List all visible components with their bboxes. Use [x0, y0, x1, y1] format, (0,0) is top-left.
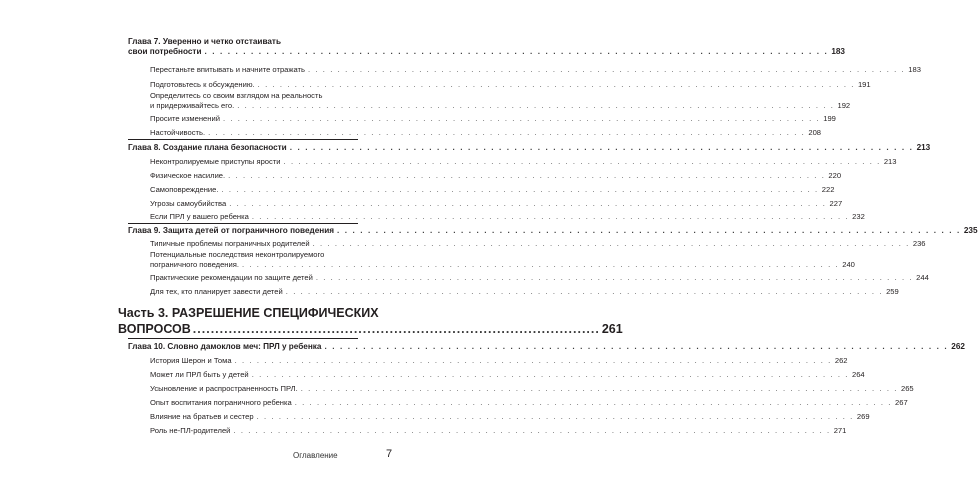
toc-item[interactable]	[150, 157, 897, 166]
dot-leader	[242, 260, 839, 269]
dot-leader	[208, 128, 805, 137]
dot-leader	[257, 412, 854, 421]
dot-leader	[204, 47, 828, 56]
toc-item-page: 232	[852, 212, 865, 221]
chapter-9-entry[interactable]	[128, 226, 978, 235]
chapter-8-page: 213	[916, 143, 931, 152]
dot-leader	[235, 356, 832, 365]
toc-item-page: 183	[908, 65, 921, 74]
part-3-title-line2: ВОПРОСОВ	[118, 322, 191, 336]
toc-item-text: Просите изменений	[150, 114, 220, 123]
toc-item-text: Настойчивость.	[150, 128, 206, 137]
toc-item[interactable]	[150, 65, 921, 74]
toc-item-text: Если ПРЛ у вашего ребенка	[150, 212, 249, 221]
dot-leader	[223, 114, 820, 123]
toc-item-text: Самоповреждение.	[150, 185, 219, 194]
part-3-entry[interactable]	[118, 322, 623, 336]
toc-item[interactable]	[150, 370, 865, 379]
toc-item[interactable]	[150, 171, 842, 180]
toc-item-page: 262	[834, 356, 848, 365]
dot-leader	[316, 273, 913, 282]
divider	[128, 338, 358, 339]
chapter-10-title: Глава 10. Словно дамоклов меч: ПРЛ у ребенка	[128, 342, 322, 351]
part-3-title-line1: Часть 3. РАЗРЕШЕНИЕ СПЕЦИФИЧЕСКИХ	[118, 306, 379, 320]
dot-leader	[324, 342, 948, 351]
dot-leader	[252, 370, 849, 379]
toc-item-text: Роль не-ПЛ-родителей	[150, 426, 231, 435]
toc-item-page: 267	[895, 398, 908, 407]
toc-item[interactable]	[150, 199, 843, 208]
toc-item-text-line1: Потенциальные последствия неконтролируемого	[150, 250, 325, 259]
toc-item[interactable]	[150, 356, 848, 365]
dot-leader	[221, 185, 818, 194]
toc-item-text: История Шерон и Тома	[150, 356, 232, 365]
toc-item-text: Угрозы самоубийства	[150, 199, 227, 208]
toc-item-text: Подготовьтесь к обсуждению.	[150, 80, 255, 89]
toc-item-text: Опыт воспитания пограничного ребенка	[150, 398, 292, 407]
toc-item[interactable]	[150, 398, 908, 407]
toc-item[interactable]	[150, 239, 926, 248]
toc-item-page: 222	[821, 185, 835, 194]
toc-item-page: 227	[829, 199, 843, 208]
toc-item-text: Неконтролируемые приступы ярости	[150, 157, 281, 166]
toc-item-page: 264	[851, 370, 865, 379]
toc-item[interactable]	[150, 185, 835, 194]
page-number: 7	[386, 448, 393, 460]
toc-item-page: 271	[833, 426, 847, 435]
toc-item-page: 269	[856, 412, 870, 421]
dot-leader	[237, 101, 834, 110]
toc-item[interactable]	[150, 426, 847, 435]
chapter-9-page: 235	[963, 226, 978, 235]
toc-item-page: 208	[808, 128, 822, 137]
toc-item[interactable]	[150, 260, 855, 269]
toc-item[interactable]	[150, 384, 914, 393]
divider	[128, 223, 358, 224]
toc-item-text: и придерживайтесь его.	[150, 101, 235, 110]
toc-item-page: 244	[916, 273, 929, 282]
dot-leader	[228, 171, 825, 180]
toc-item-text: пограничного поведения.	[150, 260, 239, 269]
dot-leader	[301, 384, 898, 393]
chapter-7-title-line1: Глава 7. Уверенно и четко отстаивать	[128, 37, 281, 46]
chapter-7-page: 183	[831, 47, 845, 56]
toc-item-text: Для тех, кто планирует завести детей	[150, 287, 283, 296]
toc-item-text: Перестаньте впитывать и начните отражать	[150, 65, 305, 74]
toc-item-text: Типичные проблемы пограничных родителей	[150, 239, 310, 248]
dot-leader	[258, 80, 855, 89]
chapter-8-entry[interactable]	[128, 143, 931, 152]
chapter-7-title-line2: свои потребности	[128, 47, 202, 56]
dot-leader	[252, 212, 849, 221]
dot-leader	[290, 143, 914, 152]
toc-item-page: 265	[900, 384, 914, 393]
chapter-8-title: Глава 8. Создание плана безопасности	[128, 143, 287, 152]
toc-item-page: 213	[883, 157, 897, 166]
toc-item-text: Физическое насилие.	[150, 171, 226, 180]
divider	[128, 139, 358, 140]
toc-item-text-line1: Определитесь со своим взглядом на реальность	[150, 91, 323, 100]
toc-item[interactable]	[150, 287, 899, 296]
part-3-page: 261	[601, 322, 623, 336]
chapter-7-entry[interactable]	[128, 47, 845, 56]
toc-item-page: 236	[912, 239, 926, 248]
toc-item-page: 199	[823, 114, 836, 123]
chapter-10-page: 262	[951, 342, 965, 351]
toc-item[interactable]	[150, 101, 851, 110]
toc-item-page: 191	[857, 80, 871, 89]
toc-item-text: Может ли ПРЛ быть у детей	[150, 370, 249, 379]
dot-leader	[233, 426, 830, 435]
chapter-10-entry[interactable]	[128, 342, 965, 351]
dot-leader	[286, 287, 883, 296]
toc-item-page: 192	[837, 101, 851, 110]
dot-leader	[284, 157, 881, 166]
toc-item[interactable]	[150, 114, 836, 123]
dot-leader	[193, 322, 600, 336]
dot-leader	[295, 398, 892, 407]
toc-item[interactable]	[150, 273, 929, 282]
toc-item-page: 259	[886, 287, 899, 296]
dot-leader	[229, 199, 826, 208]
toc-item[interactable]	[150, 128, 822, 137]
dot-leader	[308, 65, 905, 74]
toc-item[interactable]	[150, 212, 865, 221]
toc-item[interactable]	[150, 80, 871, 89]
toc-item-page: 240	[842, 260, 855, 269]
toc-item-text: Практические рекомендации по защите детей	[150, 273, 313, 282]
toc-item[interactable]	[150, 412, 870, 421]
toc-item-page: 220	[828, 171, 842, 180]
dot-leader	[313, 239, 910, 248]
toc-item-text: Усыновление и распространенность ПРЛ.	[150, 384, 298, 393]
chapter-9-title: Глава 9. Защита детей от пограничного поведения	[128, 226, 335, 235]
dot-leader	[337, 226, 961, 235]
footer-section-label: Оглавление	[293, 451, 338, 460]
toc-item-text: Влияние на братьев и сестер	[150, 412, 254, 421]
